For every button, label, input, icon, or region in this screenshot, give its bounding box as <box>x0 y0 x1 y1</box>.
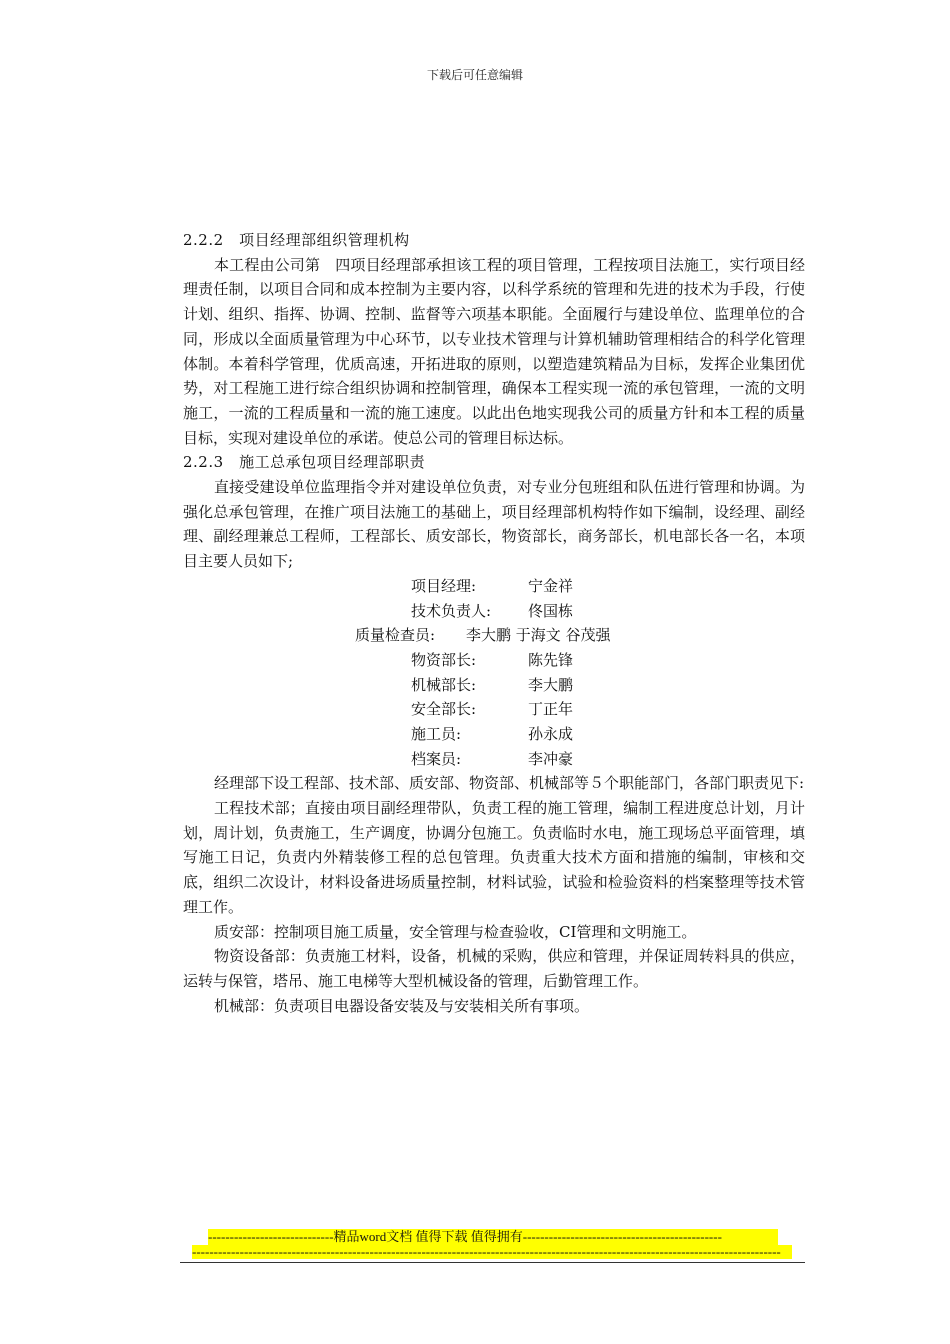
staff-name: 佟国栋 <box>528 601 574 620</box>
staff-role: 机械部长: <box>411 675 477 694</box>
paragraph-dept-machinery: 机械部：负责项目电器设备安装及与安装相关所有事项。 <box>214 996 590 1015</box>
footer-banner: -----------------------------精品word文档 值得下载 值得拥有---------------------------------------------- <box>208 1229 778 1245</box>
paragraph-dept-quality: 质安部：控制项目施工质量，安全管理与检查验收，CI管理和文明施工。 <box>214 922 697 941</box>
document-body <box>183 228 805 1018</box>
staff-name: 李大鹏 <box>528 675 574 694</box>
staff-name: 宁金祥 <box>528 576 574 595</box>
staff-name: 陈先锋 <box>528 650 574 669</box>
staff-role: 档案员: <box>411 749 462 768</box>
footer-dashes: ---------------------------------------------------------------------------------------------------------------------------------------- <box>192 1245 792 1259</box>
staff-row <box>183 747 805 772</box>
paragraph-responsibilities: 直接受建设单位监理指令并对建设单位负责，对专业分包班组和队伍进行管理和协调。为强化总承包管理，在推广项目法施工的基础上，项目经理部机构特作如下编制，设经理、副经理、副经理兼总工程师，工程部长、质安部长，物资部长，商务部长，机电部长各一名，本项目主要人员如下; <box>183 478 805 571</box>
staff-list <box>183 574 805 772</box>
staff-name: 李大鹏 于海文 谷茂强 <box>466 626 611 645</box>
staff-role: 物资部长: <box>411 650 477 669</box>
page-header: 下载后可任意编辑 <box>426 68 523 82</box>
paragraph-dept-materials: 物资设备部：负责施工材料，设备，机械的采购，供应和管理，并保证周转料具的供应，运转与保管，塔吊、施工电梯等大型机械设备的管理，后勤管理工作。 <box>183 947 805 990</box>
staff-name: 李冲豪 <box>528 749 574 768</box>
staff-name: 孙永成 <box>528 724 574 743</box>
paragraph-departments-intro: 经理部下设工程部、技术部、质安部、物资部、机械部等５个职能部门，各部门职责见下: <box>214 774 805 793</box>
paragraph-dept-engineering: 工程技术部；直接由项目副经理带队，负责工程的施工管理，编制工程进度总计划，月计划，周计划，负责施工，生产调度，协调分包施工。负责临时水电，施工现场总平面管理，填写施工日记，负责内外精装修工程的总包管理。负责重大技术方面和措施的编制，审核和交底，组织二次设计，材料设备进场质量控制，材料试验，试验和检验资料的档案整理等技术管理工作。 <box>183 799 805 916</box>
staff-role: 项目经理: <box>411 576 477 595</box>
staff-row <box>183 623 805 648</box>
staff-role: 施工员: <box>411 724 462 743</box>
staff-row <box>183 673 805 698</box>
staff-role: 安全部长: <box>411 700 477 719</box>
staff-row <box>183 599 805 624</box>
staff-row <box>183 648 805 673</box>
staff-name: 丁正年 <box>528 700 574 719</box>
staff-row <box>183 697 805 722</box>
staff-row <box>183 722 805 747</box>
paragraph-organization: 本工程由公司第 四项目经理部承担该工程的项目管理，工程按项目法施工，实行项目经理责任制，以项目合同和成本控制为主要内容，以科学系统的管理和先进的技术为手段，行使计划、组织、指挥、协调、控制、监督等六项基本职能。全面履行与建设单位、监理单位的合同，形成以全面质量管理为中心环节，以专业技术管理与计算机辅助管理相结合的科学化管理体制。本着科学管理，优质高速，开拓进取的原则，以塑造建筑精品为目标，发挥企业集团优势，对工程施工进行综合组织协调和控制管理，确保本工程实现一流的承包管理，一流的文明施工，一流的工程质量和一流的施工速度。以此出色地实现我公司的质量方针和本工程的质量目标，实现对建设单位的承诺。使总公司的管理目标达标。 <box>183 255 805 447</box>
staff-role: 质量检查员: <box>355 626 436 645</box>
section-heading-2-2-2: 2.2.2 项目经理部组织管理机构 <box>183 231 410 249</box>
staff-role: 技术负责人: <box>411 601 492 620</box>
staff-row <box>183 574 805 599</box>
footer-divider <box>180 1262 805 1263</box>
section-heading-2-2-3: 2.2.3 施工总承包项目经理部职责 <box>183 453 426 472</box>
